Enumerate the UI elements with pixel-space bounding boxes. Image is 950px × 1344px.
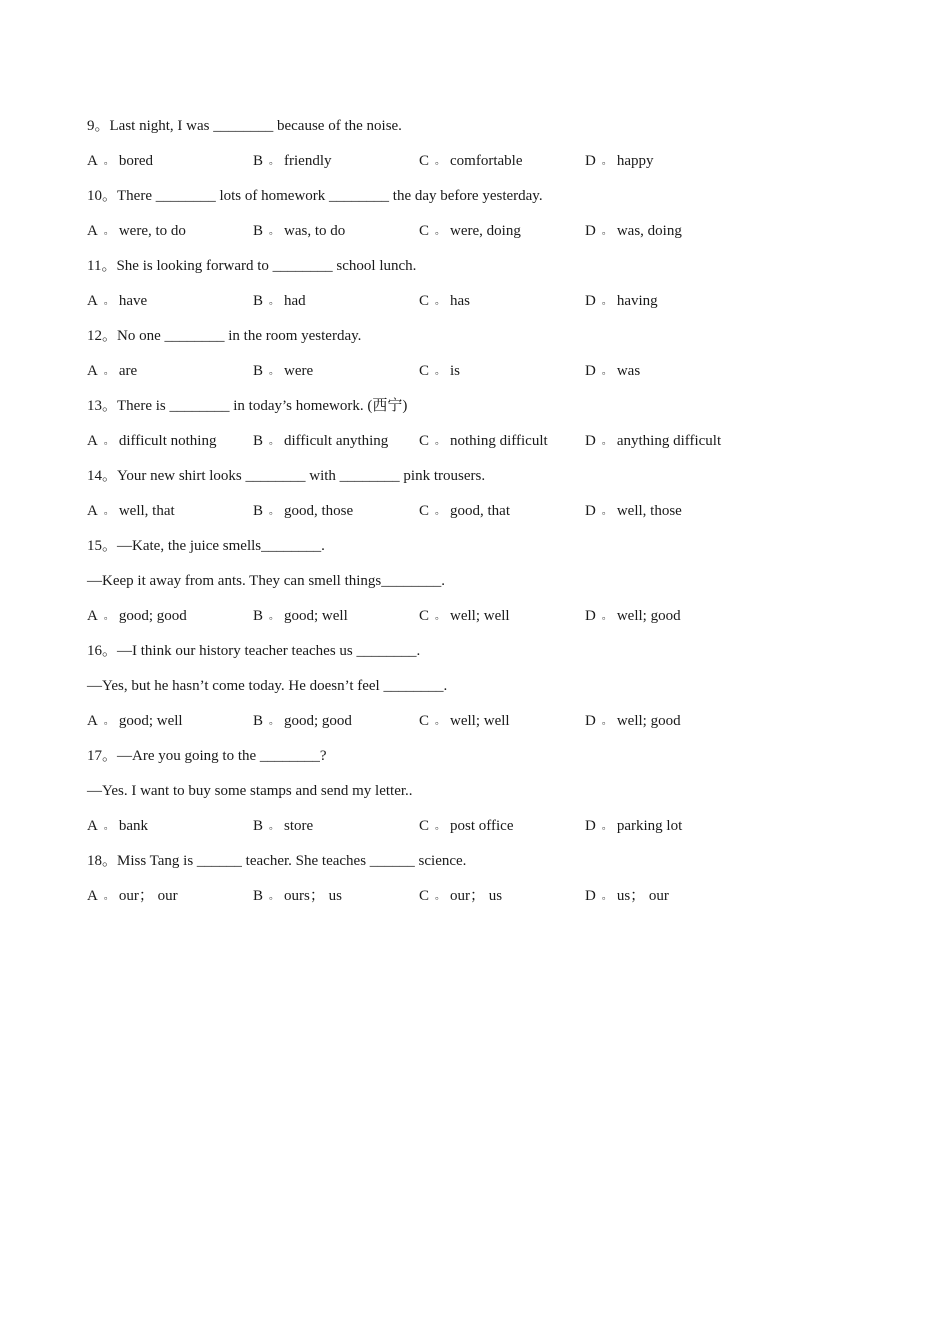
option-letter: C — [419, 153, 430, 169]
option-separator: 。 — [435, 891, 446, 902]
option-letter: B — [253, 223, 264, 239]
option-text: good, those — [284, 503, 354, 519]
option-text: post office — [450, 818, 514, 834]
option-separator: 。 — [103, 611, 114, 622]
option-letter: B — [253, 433, 264, 449]
question-item — [87, 254, 887, 324]
option-text: well, that — [118, 503, 175, 519]
answer-option[interactable] — [419, 499, 585, 534]
option-text: having — [616, 293, 658, 309]
option-text: our； us — [450, 888, 503, 904]
option-letter: D — [585, 293, 596, 309]
option-separator: 。 — [435, 156, 446, 167]
answer-option[interactable] — [585, 709, 751, 744]
option-separator: 。 — [601, 891, 612, 902]
option-letter: B — [253, 818, 264, 834]
answer-option[interactable] — [419, 219, 585, 254]
option-letter: A — [87, 713, 98, 729]
answer-option[interactable] — [87, 884, 253, 919]
option-text: comfortable — [450, 153, 523, 169]
option-text: parking lot — [616, 818, 683, 834]
option-letter: A — [87, 503, 98, 519]
answer-option[interactable] — [585, 884, 751, 919]
option-separator: 。 — [601, 611, 612, 622]
option-text: were, doing — [450, 223, 521, 239]
option-text: good; good — [118, 608, 187, 624]
answer-option[interactable] — [585, 359, 751, 394]
question-sheet — [87, 114, 887, 919]
option-letter: D — [585, 608, 596, 624]
option-letter: C — [419, 503, 430, 519]
answer-options — [87, 359, 887, 394]
answer-option[interactable] — [87, 814, 253, 849]
option-separator: 。 — [601, 716, 612, 727]
option-letter: C — [419, 608, 430, 624]
option-letter: C — [419, 888, 430, 904]
answer-option[interactable] — [87, 604, 253, 639]
option-letter: C — [419, 293, 430, 309]
option-letter: C — [419, 223, 430, 239]
option-text: has — [450, 293, 471, 309]
option-separator: 。 — [103, 436, 114, 447]
option-separator: 。 — [269, 296, 280, 307]
option-text: was, to do — [284, 223, 346, 239]
option-separator: 。 — [269, 611, 280, 622]
option-text: nothing difficult — [450, 433, 548, 449]
option-letter: D — [585, 888, 596, 904]
option-letter: D — [585, 223, 596, 239]
answer-options — [87, 709, 887, 744]
answer-option[interactable] — [419, 709, 585, 744]
answer-option[interactable] — [419, 814, 585, 849]
option-text: well, those — [616, 503, 682, 519]
option-separator: 。 — [103, 891, 114, 902]
question-item — [87, 114, 887, 184]
option-separator: 。 — [269, 821, 280, 832]
option-letter: A — [87, 223, 98, 239]
option-letter: A — [87, 888, 98, 904]
option-separator: 。 — [103, 506, 114, 517]
option-letter: C — [419, 818, 430, 834]
question-item — [87, 849, 887, 919]
option-text: was, doing — [616, 223, 682, 239]
answer-option[interactable] — [253, 359, 419, 394]
question-item — [87, 534, 887, 639]
question-stem: 14。Your new shirt looks ________ with ________ pink trousers. — [87, 468, 486, 484]
question-item — [87, 744, 887, 849]
answer-option[interactable] — [253, 814, 419, 849]
answer-options — [87, 219, 887, 254]
option-separator: 。 — [435, 716, 446, 727]
option-letter: B — [253, 293, 264, 309]
option-text: had — [284, 293, 306, 309]
option-separator: 。 — [269, 891, 280, 902]
answer-options — [87, 429, 887, 464]
answer-option[interactable] — [419, 149, 585, 184]
option-separator: 。 — [269, 156, 280, 167]
question-dialogue-line: —Keep it away from ants. They can smell things________. — [87, 573, 445, 589]
option-separator: 。 — [601, 506, 612, 517]
option-separator: 。 — [103, 156, 114, 167]
option-separator: 。 — [103, 366, 114, 377]
option-letter: D — [585, 153, 596, 169]
answer-option[interactable] — [87, 429, 253, 464]
answer-option[interactable] — [585, 289, 751, 324]
option-separator: 。 — [269, 366, 280, 377]
option-letter: A — [87, 363, 98, 379]
question-stem: 9。Last night, I was ________ because of the noise. — [87, 118, 402, 134]
option-letter: B — [253, 713, 264, 729]
option-separator: 。 — [103, 226, 114, 237]
option-separator: 。 — [269, 436, 280, 447]
option-letter: D — [585, 818, 596, 834]
option-text: have — [118, 293, 148, 309]
option-separator: 。 — [435, 611, 446, 622]
question-dialogue-line: —Yes. I want to buy some stamps and send my letter.. — [87, 783, 413, 799]
option-letter: C — [419, 713, 430, 729]
answer-option[interactable] — [585, 219, 751, 254]
answer-option[interactable] — [585, 429, 751, 464]
answer-option[interactable] — [87, 499, 253, 534]
answer-option[interactable] — [419, 884, 585, 919]
answer-option[interactable] — [87, 289, 253, 324]
option-text: store — [284, 818, 314, 834]
question-item — [87, 464, 887, 534]
option-letter: B — [253, 153, 264, 169]
option-letter: C — [419, 433, 430, 449]
option-text: are — [118, 363, 138, 379]
question-stem: 12。No one ________ in the room yesterday. — [87, 328, 362, 344]
option-letter: D — [585, 363, 596, 379]
option-text: is — [450, 363, 461, 379]
option-text: well; well — [450, 713, 510, 729]
option-text: were — [284, 363, 314, 379]
option-separator: 。 — [601, 436, 612, 447]
answer-option[interactable] — [253, 884, 419, 919]
option-text: happy — [616, 153, 654, 169]
option-separator: 。 — [601, 226, 612, 237]
option-text: good; well — [118, 713, 183, 729]
option-text: difficult nothing — [118, 433, 217, 449]
question-item — [87, 184, 887, 254]
question-item — [87, 394, 887, 464]
option-separator: 。 — [103, 821, 114, 832]
option-separator: 。 — [269, 226, 280, 237]
answer-option[interactable] — [87, 149, 253, 184]
option-letter: A — [87, 608, 98, 624]
option-letter: B — [253, 608, 264, 624]
answer-option[interactable] — [253, 499, 419, 534]
option-separator: 。 — [269, 716, 280, 727]
option-letter: A — [87, 433, 98, 449]
question-item — [87, 639, 887, 744]
answer-options — [87, 289, 887, 324]
option-text: good; well — [284, 608, 348, 624]
answer-options — [87, 884, 887, 919]
option-text: bored — [118, 153, 153, 169]
option-text: well; good — [616, 713, 681, 729]
answer-options — [87, 814, 887, 849]
question-stem: 17。—Are you going to the ________? — [87, 748, 327, 764]
question-stem: 11。She is looking forward to ________ school lunch. — [87, 258, 417, 274]
answer-options — [87, 604, 887, 639]
option-letter: D — [585, 503, 596, 519]
option-letter: B — [253, 888, 264, 904]
option-separator: 。 — [435, 821, 446, 832]
option-text: well; good — [616, 608, 681, 624]
answer-option[interactable] — [253, 709, 419, 744]
answer-option[interactable] — [253, 219, 419, 254]
option-separator: 。 — [601, 296, 612, 307]
option-letter: A — [87, 293, 98, 309]
answer-options — [87, 499, 887, 534]
question-stem: 18。Miss Tang is ______ teacher. She teaches ______ science. — [87, 853, 467, 869]
question-stem: 13。There is ________ in today’s homework. (西宁) — [87, 398, 408, 414]
answer-option[interactable] — [253, 604, 419, 639]
option-text: anything difficult — [616, 433, 722, 449]
option-text: well; well — [450, 608, 510, 624]
option-text: were, to do — [118, 223, 186, 239]
option-separator: 。 — [601, 366, 612, 377]
answer-option[interactable] — [253, 149, 419, 184]
answer-option[interactable] — [419, 289, 585, 324]
answer-option[interactable] — [253, 429, 419, 464]
option-text: us； our — [616, 888, 669, 904]
answer-option[interactable] — [585, 604, 751, 639]
option-separator: 。 — [269, 506, 280, 517]
option-text: good, that — [450, 503, 511, 519]
option-letter: B — [253, 503, 264, 519]
answer-option[interactable] — [585, 814, 751, 849]
answer-option[interactable] — [585, 499, 751, 534]
option-text: good; good — [284, 713, 352, 729]
answer-option[interactable] — [419, 429, 585, 464]
answer-option[interactable] — [87, 709, 253, 744]
option-text: difficult anything — [284, 433, 389, 449]
question-item — [87, 324, 887, 394]
answer-option[interactable] — [87, 359, 253, 394]
answer-option[interactable] — [253, 289, 419, 324]
answer-option[interactable] — [87, 219, 253, 254]
option-separator: 。 — [103, 296, 114, 307]
question-stem: 10。There ________ lots of homework ________ the day before yesterday. — [87, 188, 543, 204]
option-separator: 。 — [601, 156, 612, 167]
question-stem: 15。—Kate, the juice smells________. — [87, 538, 325, 554]
option-text: bank — [118, 818, 149, 834]
option-separator: 。 — [435, 226, 446, 237]
option-text: friendly — [284, 153, 332, 169]
option-letter: D — [585, 433, 596, 449]
option-letter: B — [253, 363, 264, 379]
option-separator: 。 — [435, 296, 446, 307]
option-text: was — [616, 363, 641, 379]
option-letter: A — [87, 818, 98, 834]
option-separator: 。 — [435, 506, 446, 517]
option-separator: 。 — [601, 821, 612, 832]
option-separator: 。 — [435, 436, 446, 447]
option-letter: C — [419, 363, 430, 379]
option-separator: 。 — [103, 716, 114, 727]
answer-options — [87, 149, 887, 184]
option-letter: D — [585, 713, 596, 729]
answer-option[interactable] — [585, 149, 751, 184]
option-text: ours； us — [284, 888, 342, 904]
question-stem: 16。—I think our history teacher teaches us ________. — [87, 643, 421, 659]
option-separator: 。 — [435, 366, 446, 377]
option-text: our； our — [118, 888, 178, 904]
answer-option[interactable] — [419, 604, 585, 639]
question-dialogue-line: —Yes, but he hasn’t come today. He doesn’t feel ________. — [87, 678, 448, 694]
answer-option[interactable] — [419, 359, 585, 394]
option-letter: A — [87, 153, 98, 169]
